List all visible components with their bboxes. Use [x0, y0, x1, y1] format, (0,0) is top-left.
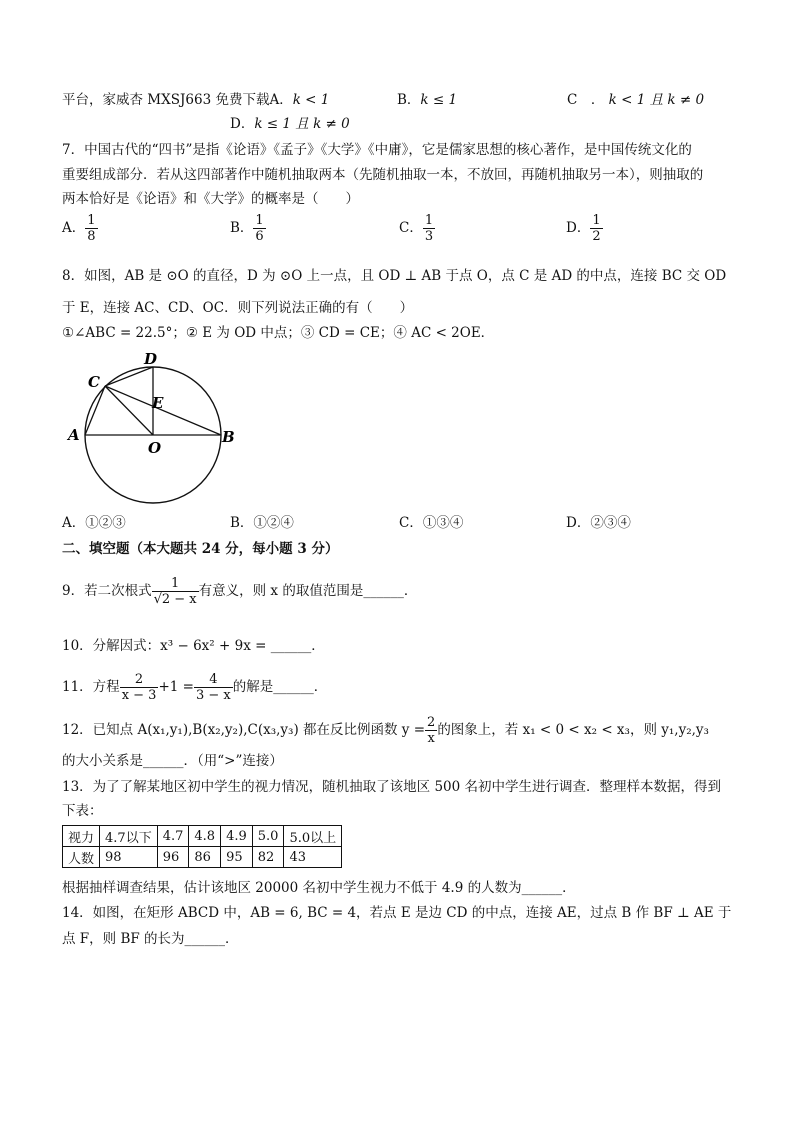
q7-option-c: C． $\frac{1}{3}$ [399, 213, 434, 244]
q8-option-c: C．①③④ [399, 515, 464, 531]
q8-option-b: B．①②④ [230, 515, 294, 531]
table-row [63, 847, 342, 868]
segment-oc [105, 386, 153, 435]
q6-prefix: 平台，家威杏 MXSJ663 免费下载A．k < 1 [62, 92, 330, 108]
label-e: E [152, 394, 164, 412]
q13-line1: 13．为了了解某地区初中学生的视力情况，随机抽取了该地区 500 名初中学生进行调查．整理样本数据，得到 [62, 779, 722, 795]
q6-option-c: C ． k < 1 且 k ≠ 0 [567, 92, 705, 108]
q7-option-a: A． $\frac{1}{8}$ [62, 213, 96, 244]
q7-line2: 重要组成部分．若从这四部著作中随机抽取两本（先随机抽取一本，不放回，再随机抽取另一本），则抽取的 [62, 167, 704, 183]
table-cell: 4.7以下 [100, 826, 158, 847]
q7-line3: 两本恰好是《论语》和《大学》的概率是（ ） [62, 191, 359, 207]
table-cell: 43 [284, 847, 342, 868]
q14-line2: 点 F，则 BF 的长为______． [62, 931, 239, 947]
segment-ac [85, 386, 105, 435]
table-cell: 86 [189, 847, 221, 868]
q12-line1: 12．已知点 A(x₁,y₁),B(x₂,y₂),C(x₃,y₃) 都在反比例函数 y = $\frac{2}{x}$ 的图象上，若 x₁ < 0 < x₂ < x₃，则 y₁,y₂,y₃ [62, 715, 709, 746]
q8-option-d: D．②③④ [566, 515, 631, 531]
q11: 11．方程 $\frac{2}{x - 3}$ +1 = $\frac{4}{3 - x}$ 的解是______． [62, 672, 328, 703]
table-cell: 5.0 [252, 826, 284, 847]
label-d: D [144, 350, 158, 368]
label-b: B [222, 428, 235, 446]
table-cell: 5.0以上 [284, 826, 342, 847]
q8-line2: 于 E，连接 AC、CD、OC．则下列说法正确的有（ ） [62, 300, 414, 316]
table-cell: 人数 [63, 847, 100, 868]
table-cell: 视力 [63, 826, 100, 847]
table-cell: 4.8 [189, 826, 221, 847]
q6-option-b: B．k ≤ 1 [397, 92, 458, 108]
section-title: 二、填空题（本大题共 24 分，每小题 3 分） [62, 541, 339, 557]
q8-option-a: A．①②③ [62, 515, 126, 531]
table-row [63, 826, 342, 847]
q13-line2: 下表： [62, 803, 103, 819]
label-o: O [148, 439, 162, 457]
q13-line3: 根据抽样调查结果，估计该地区 20000 名初中学生视力不低于 4.9 的人数为______． [62, 880, 576, 896]
table-cell: 82 [252, 847, 284, 868]
q8-line1: 8．如图，AB 是 ⊙O 的直径，D 为 ⊙O 上一点，且 OD ⊥ AB 于点 O，点 C 是 AD 的中点，连接 BC 交 OD [62, 268, 727, 284]
q8-line3: ①∠ABC = 22.5°；② E 为 OD 中点；③ CD = CE；④ AC < 2OE． [62, 325, 495, 341]
label-c: C [88, 373, 100, 391]
q8-circle-figure [62, 345, 242, 510]
label-a: A [68, 426, 80, 444]
q7-option-d: D． $\frac{1}{2}$ [566, 213, 601, 244]
q7-option-b: B． $\frac{1}{6}$ [230, 213, 264, 244]
table-cell: 4.7 [157, 826, 189, 847]
segment-cd [105, 367, 153, 386]
table-cell: 95 [221, 847, 253, 868]
q6-option-d: D．k ≤ 1 且 k ≠ 0 [230, 116, 350, 132]
q10: 10．分解因式：x³ − 6x² + 9x = ______． [62, 638, 325, 654]
q9: 9．若二次根式 $\frac{1}{√2 - x}$ 有意义，则 x 的取值范围是______． [62, 576, 418, 607]
table-cell: 96 [157, 847, 189, 868]
table-cell: 4.9 [221, 826, 253, 847]
q12-line2: 的大小关系是______．（用“>”连接） [62, 753, 283, 769]
q14-line1: 14．如图，在矩形 ABCD 中，AB = 6, BC = 4，若点 E 是边 CD 的中点，连接 AE，过点 B 作 BF ⊥ AE 于 [62, 905, 732, 921]
table-cell: 98 [100, 847, 158, 868]
q7-line1: 7．中国古代的“四书”是指《论语》《孟子》《大学》《中庸》，它是儒家思想的核心著作，是中国传统文化的 [62, 142, 692, 158]
vision-table [62, 825, 342, 868]
